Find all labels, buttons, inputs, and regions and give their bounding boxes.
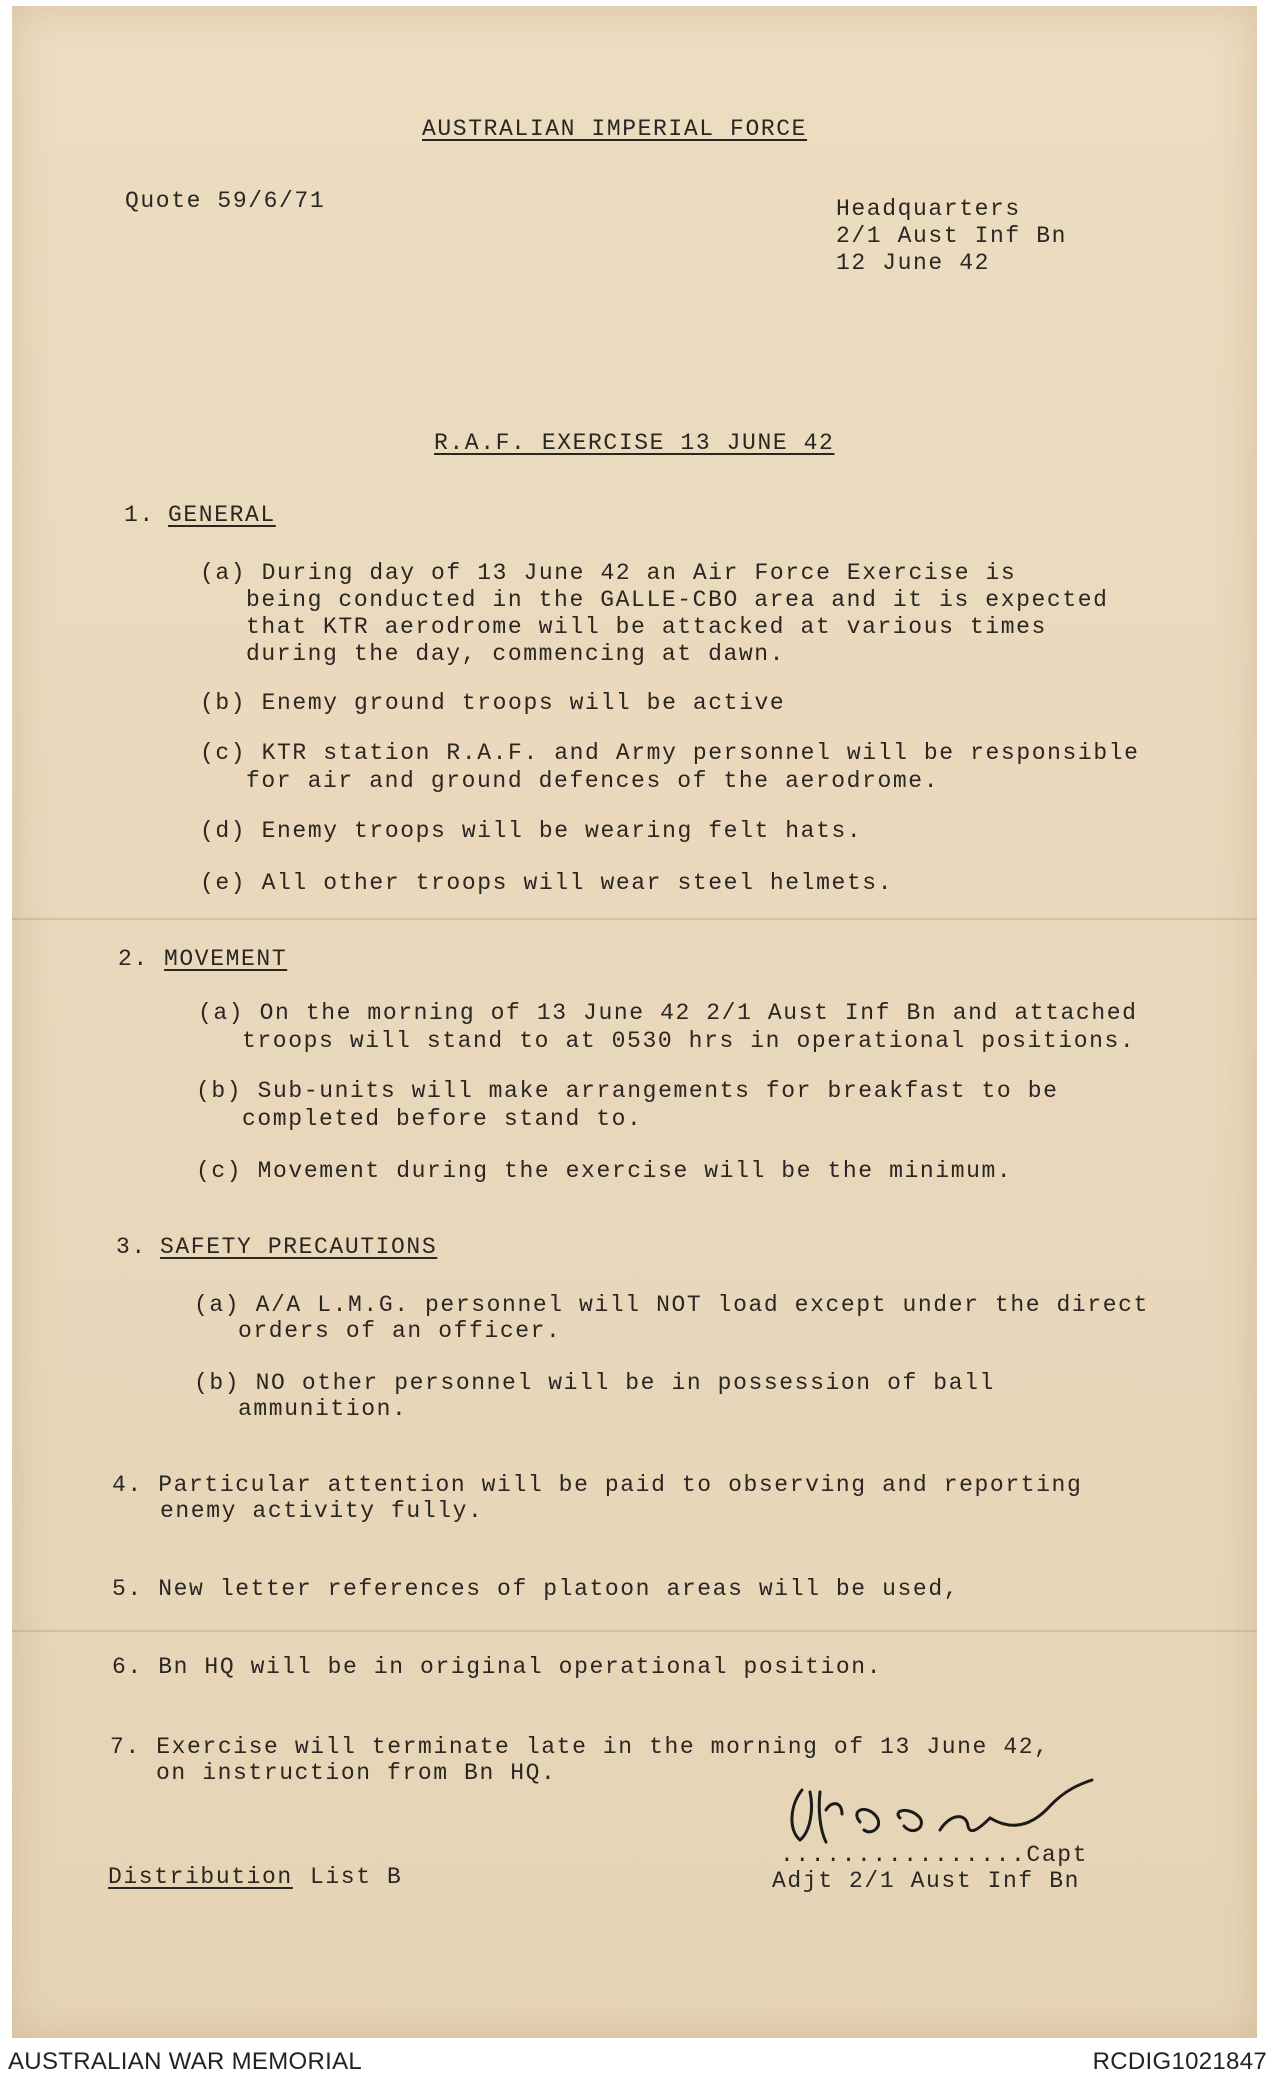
- safety-a-line: (a) A/A L.M.G. personnel will NOT load except under the direct: [194, 1292, 1149, 1318]
- safety-a-line: orders of an officer.: [238, 1318, 562, 1344]
- archive-credit: AUSTRALIAN WAR MEMORIAL: [8, 2048, 363, 2075]
- fold-line: [12, 1630, 1257, 1632]
- paragraph-4-line: enemy activity fully.: [160, 1498, 484, 1524]
- section-heading-general: GENERAL: [168, 502, 276, 528]
- paragraph-7-line: on instruction from Bn HQ.: [156, 1760, 557, 1786]
- distribution-label: Distribution: [108, 1864, 293, 1890]
- general-c-line: for air and ground defences of the aerodrome.: [246, 768, 940, 794]
- movement-c: (c) Movement during the exercise will be the minimum.: [196, 1158, 1013, 1184]
- hq-line-1: Headquarters: [836, 196, 1021, 222]
- hq-line-2: 2/1 Aust Inf Bn: [836, 223, 1068, 249]
- general-e: (e) All other troops will wear steel helmets.: [200, 870, 894, 896]
- general-d: (d) Enemy troops will be wearing felt hats.: [200, 818, 863, 844]
- distribution-value: List B: [310, 1864, 403, 1890]
- general-a-line: (a) During day of 13 June 42 an Air Force Exercise is: [200, 560, 1017, 586]
- paragraph-4-line: 4. Particular attention will be paid to observing and reporting: [112, 1472, 1083, 1498]
- fold-line: [12, 918, 1257, 920]
- quote-reference: Quote 59/6/71: [125, 188, 326, 214]
- section-number: 1.: [124, 502, 155, 528]
- movement-a-line: troops will stand to at 0530 hrs in operational positions.: [242, 1028, 1136, 1054]
- signature-rank: ................Capt: [780, 1842, 1089, 1868]
- letterhead-title: AUSTRALIAN IMPERIAL FORCE: [422, 116, 808, 142]
- section-heading-movement: MOVEMENT: [164, 946, 288, 972]
- section-number: 2.: [118, 946, 149, 972]
- movement-b-line: completed before stand to.: [242, 1106, 643, 1132]
- safety-b-line: (b) NO other personnel will be in possession of ball: [194, 1370, 995, 1396]
- safety-b-line: ammunition.: [238, 1396, 408, 1422]
- hq-date: 12 June 42: [836, 250, 991, 276]
- archive-id: RCDIG1021847: [1092, 2048, 1267, 2075]
- general-b: (b) Enemy ground troops will be active: [200, 690, 786, 716]
- general-a-line: being conducted in the GALLE-CBO area and it is expected: [246, 587, 1109, 613]
- subject-heading: R.A.F. EXERCISE 13 JUNE 42: [434, 430, 835, 456]
- general-a-line: that KTR aerodrome will be attacked at various times: [246, 614, 1047, 640]
- movement-a-line: (a) On the morning of 13 June 42 2/1 Aust Inf Bn and attached: [198, 1000, 1138, 1026]
- paragraph-7-line: 7. Exercise will terminate late in the morning of 13 June 42,: [110, 1734, 1050, 1760]
- section-number: 3.: [116, 1234, 147, 1260]
- paragraph-5: 5. New letter references of platoon areas will be used,: [112, 1576, 960, 1602]
- general-c-line: (c) KTR station R.A.F. and Army personnel will be responsible: [200, 740, 1140, 766]
- signature-role: Adjt 2/1 Aust Inf Bn: [772, 1868, 1081, 1894]
- movement-b-line: (b) Sub-units will make arrangements for breakfast to be: [196, 1078, 1059, 1104]
- paragraph-6: 6. Bn HQ will be in original operational position.: [112, 1654, 883, 1680]
- general-a-line: during the day, commencing at dawn.: [246, 641, 786, 667]
- section-heading-safety: SAFETY PRECAUTIONS: [160, 1234, 438, 1260]
